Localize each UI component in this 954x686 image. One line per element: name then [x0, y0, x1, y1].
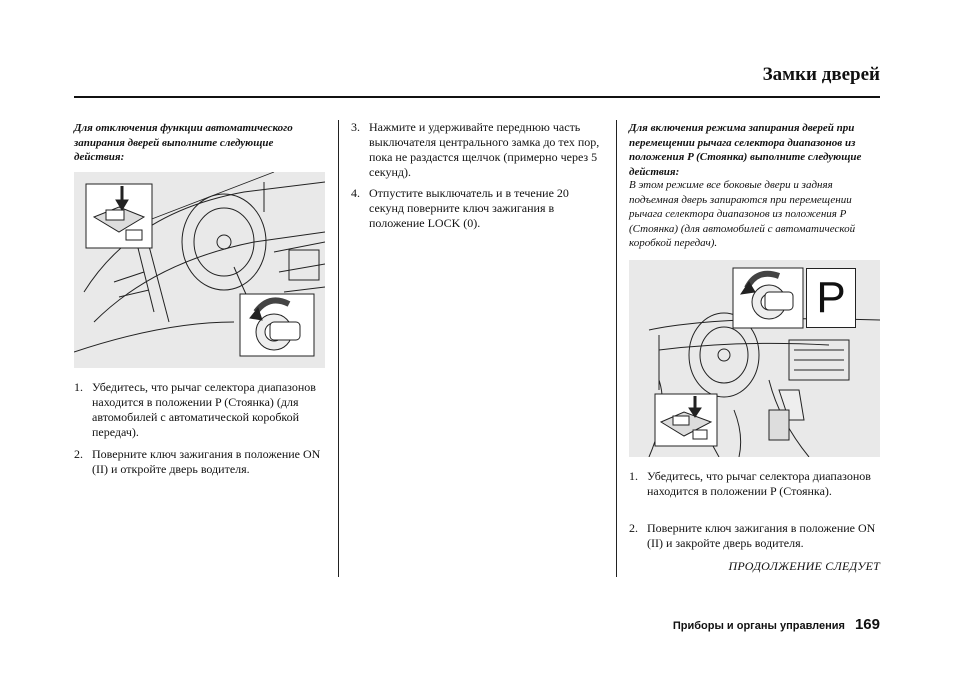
page-footer	[673, 616, 880, 633]
step-number: 3.	[351, 120, 360, 134]
left-heading: Для отключения функции автоматического запирания дверей выполните следующие действия:	[74, 122, 293, 163]
step-number: 1.	[629, 469, 638, 483]
step-text: Нажмите и удерживайте переднюю часть выключателя центрального замка до тех пор, пока не раздастся щелчок (примерно через 5 секунд).	[369, 120, 600, 179]
step-text: Убедитесь, что рычаг селектора диапазонов находится в положении P (Стоянка).	[647, 469, 871, 498]
middle-step-4	[351, 186, 603, 231]
right-step-2	[629, 521, 881, 551]
page-number: 169	[854, 616, 880, 633]
left-step-2	[74, 447, 326, 477]
footer-section: Приборы и органы управления	[672, 620, 845, 632]
step-number: 4.	[351, 186, 360, 200]
column-divider-2	[616, 120, 617, 577]
gear-position-box	[806, 268, 856, 328]
title-rule	[74, 96, 880, 98]
step-text: Убедитесь, что рычаг селектора диапазонов находится в положении P (Стоянка) (для автомобилей с автоматической коробкой передач).	[92, 380, 316, 439]
step-text: Поверните ключ зажигания в положение ON (II) и откройте дверь водителя.	[92, 447, 321, 476]
right-step-1	[629, 469, 881, 499]
continued-note: ПРОДОЛЖЕНИЕ СЛЕДУЕТ	[728, 559, 880, 573]
middle-step-3	[351, 120, 603, 180]
left-illustration	[74, 172, 325, 368]
gear-position-label: P	[816, 273, 846, 322]
step-number: 2.	[629, 521, 638, 535]
right-heading: Для включения режима запирания дверей при перемещении рычага селектора диапазонов из положения P (Стоянка) выполните следующие действия:	[629, 122, 862, 178]
right-illustration	[629, 260, 880, 457]
step-text: Отпустите выключатель и в течение 20 секунд поверните ключ зажигания в положение LOCK (0).	[369, 186, 569, 230]
left-step-1	[74, 380, 326, 440]
step-number: 1.	[74, 380, 83, 394]
step-text: Поверните ключ зажигания в положение ON (II) и закройте дверь водителя.	[647, 521, 876, 550]
page-title: Замки дверей	[762, 64, 880, 85]
step-number: 2.	[74, 447, 83, 461]
right-note: В этом режиме все боковые двери и задняя подъемная дверь запираются при перемещении рычага селектора диапазонов из положения P (Стоянка) (для автомобилей с автоматической коробкой передач).	[629, 179, 856, 249]
column-divider-1	[338, 120, 339, 577]
